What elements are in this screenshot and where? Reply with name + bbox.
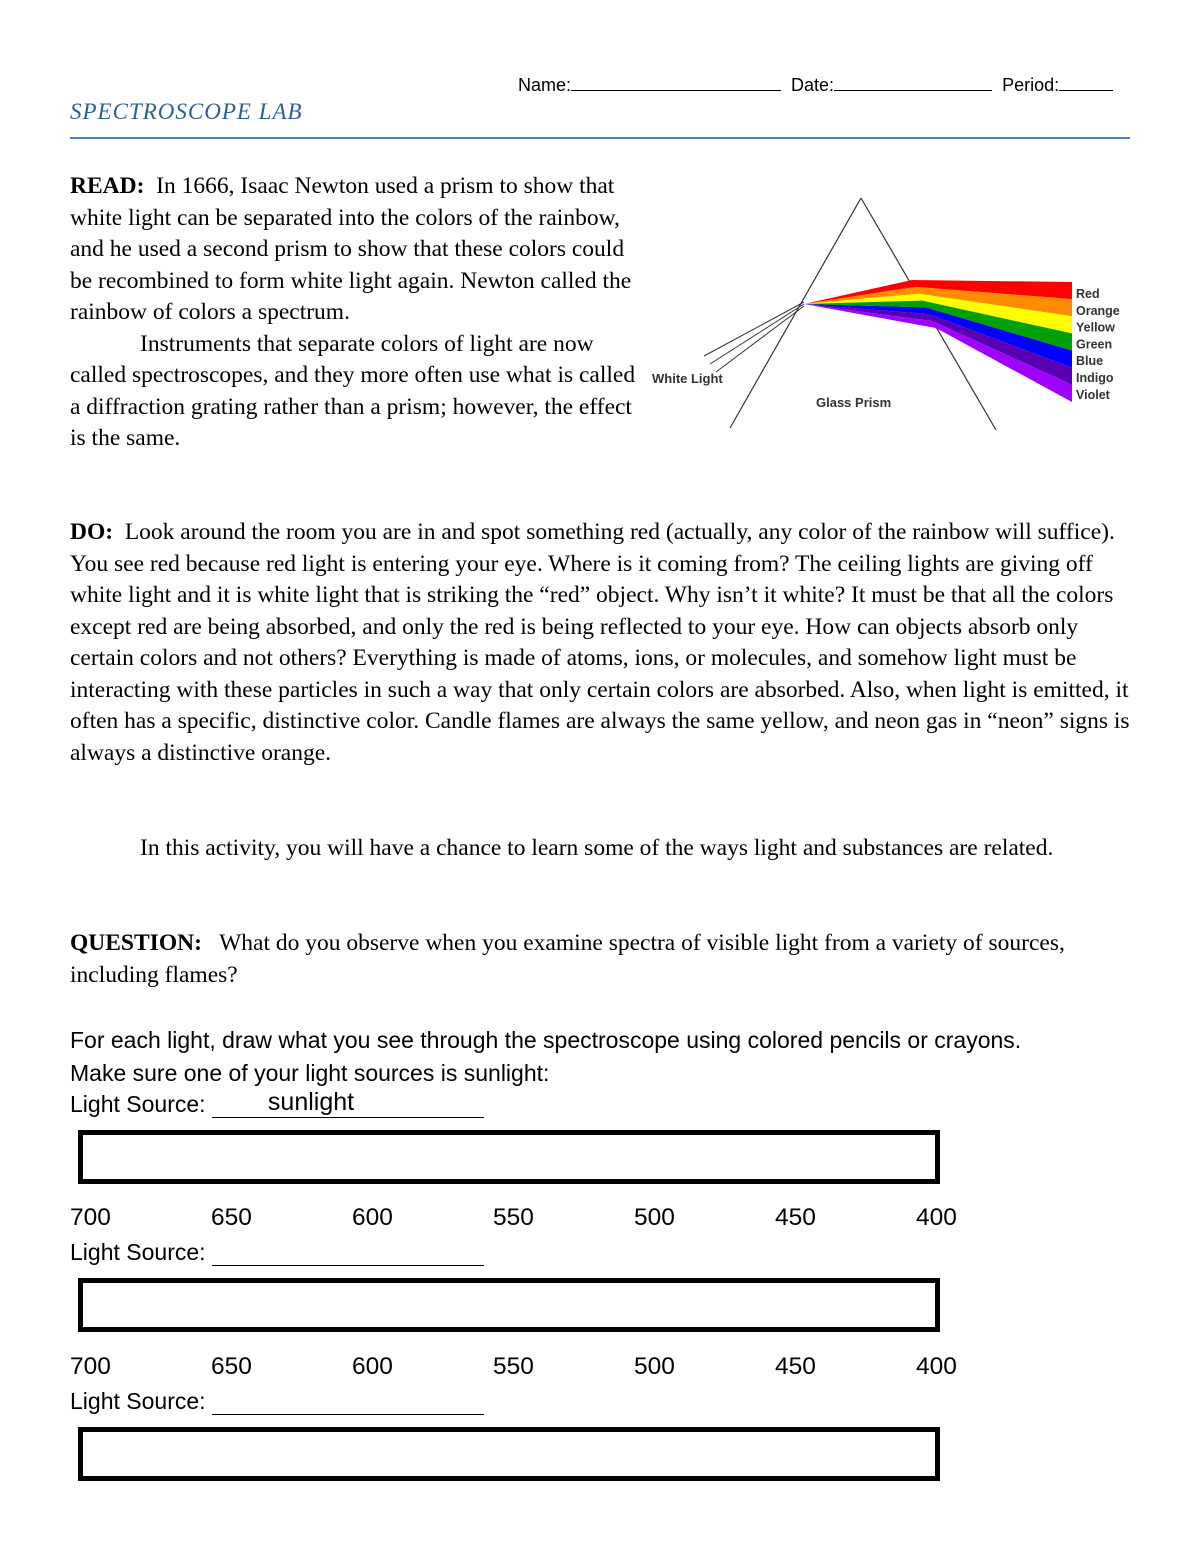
read-paragraph-2 <box>70 329 640 455</box>
prism-diagram <box>640 190 1140 440</box>
name-field[interactable] <box>571 74 781 91</box>
activity-text: In this activity, you will have a chance to learn some of the ways light and substances are related. <box>140 835 1054 861</box>
read-section <box>70 171 640 455</box>
scale-tick-label: 700 <box>70 1353 111 1380</box>
white-light-ray-2 <box>710 304 804 364</box>
scale-tick-label: 700 <box>70 1204 111 1231</box>
spectrum-drawing-box-3[interactable] <box>78 1427 940 1481</box>
scale-tick-label: 500 <box>634 1353 675 1380</box>
scale-tick-label: 500 <box>634 1204 675 1231</box>
spectrum-bands <box>804 280 1072 402</box>
page-title: SPECTROSCOPE LAB <box>70 99 303 124</box>
spectrum-label-indigo: Indigo <box>1076 371 1114 385</box>
scale-tick-label: 650 <box>211 1353 252 1380</box>
spectrum-drawing-box-2[interactable] <box>78 1278 940 1332</box>
activity-section <box>70 833 1140 865</box>
glass-prism-label: Glass Prism <box>816 395 892 410</box>
wavelength-scale-1 <box>70 1204 970 1234</box>
question-text: What do you observe when you examine spectra of visible light from a variety of sources, including flames? <box>70 930 1065 988</box>
name-label: Name: <box>518 75 572 95</box>
wavelength-scale-2 <box>70 1353 970 1383</box>
light-source-field[interactable] <box>212 1388 484 1415</box>
question-label: QUESTION: <box>70 930 202 956</box>
light-source-label: Light Source: <box>70 1239 206 1265</box>
white-light-label: White Light <box>652 371 723 386</box>
spectrum-label-orange: Orange <box>1076 303 1120 318</box>
scale-tick-label: 600 <box>352 1353 393 1380</box>
light-source-row-1 <box>70 1088 484 1118</box>
read-paragraph <box>70 171 640 329</box>
date-field[interactable] <box>834 74 992 91</box>
header-fields <box>518 74 1113 96</box>
spectrum-drawing-box-1[interactable] <box>78 1130 940 1184</box>
scale-tick-label: 650 <box>211 1204 252 1231</box>
light-source-row-3 <box>70 1388 484 1415</box>
instructions <box>70 1024 1150 1090</box>
scale-tick-label: 450 <box>775 1204 816 1231</box>
date-label: Date: <box>791 75 835 95</box>
do-section <box>70 517 1140 769</box>
title-rule <box>70 137 1130 139</box>
scale-tick-label: 400 <box>916 1204 957 1231</box>
scale-tick-label: 450 <box>775 1353 816 1380</box>
spectrum-label-red: Red <box>1076 287 1100 301</box>
light-source-field[interactable] <box>212 1088 484 1118</box>
scale-tick-label: 550 <box>493 1204 534 1231</box>
scale-tick-label: 600 <box>352 1204 393 1231</box>
light-source-row-2 <box>70 1239 484 1266</box>
spectrum-label-green: Green <box>1076 337 1113 352</box>
period-field[interactable] <box>1059 74 1113 91</box>
scale-tick-label: 400 <box>916 1353 957 1380</box>
light-source-label: Light Source: <box>70 1091 206 1117</box>
light-source-label: Light Source: <box>70 1388 206 1414</box>
read-label: READ: <box>70 173 145 199</box>
instructions-line-1: For each light, draw what you see through the spectroscope using colored pencils or crayons. <box>70 1027 1022 1053</box>
period-label: Period: <box>1002 75 1060 95</box>
spectrum-label-yellow: Yellow <box>1076 320 1115 335</box>
spectrum-label-blue: Blue <box>1076 354 1104 369</box>
read-text-2: Instruments that separate colors of light are now called spectroscopes, and they more often use what is called a diffraction grating rather than a prism; however, the effect is the same. <box>70 330 636 451</box>
light-source-field[interactable] <box>212 1239 484 1266</box>
spectrum-label-violet: Violet <box>1076 387 1110 402</box>
light-source-value: sunlight <box>267 1088 355 1116</box>
do-label: DO: <box>70 519 114 545</box>
white-light-ray-3 <box>716 306 804 372</box>
scale-tick-label: 550 <box>493 1353 534 1380</box>
instructions-line-2: Make sure one of your light sources is sunlight: <box>70 1060 550 1086</box>
white-light-ray-1 <box>704 302 804 356</box>
read-text-1: In 1666, Isaac Newton used a prism to show that white light can be separated into the colors of the rainbow, and he used a second prism to show that these colors could be recombined to form white light again. Newton called the rainbow of colors a spectrum. <box>70 173 632 325</box>
do-text: Look around the room you are in and spot something red (actually, any color of the rainbow will suffice). You see red because red light is entering your eye. Where is it coming from? The ceiling lights are giving off white light and it is white light that is striking the “red” object. Why isn’t it white? It must be that all the colors except red are being absorbed, and only the red is being reflected to your eye. How can objects absorb only certain colors and not others? Everything is made of atoms, ions, or molecules, and somehow light must be interacting with these particles in such a way that only certain colors are absorbed. Also, when light is emitted, it often has a specific, distinctive color. Candle flames are always the same yellow, and neon gas in “neon” signs is always a distinctive orange. <box>70 519 1130 766</box>
question-section <box>70 928 1140 991</box>
spectrum-labels <box>1076 287 1120 402</box>
